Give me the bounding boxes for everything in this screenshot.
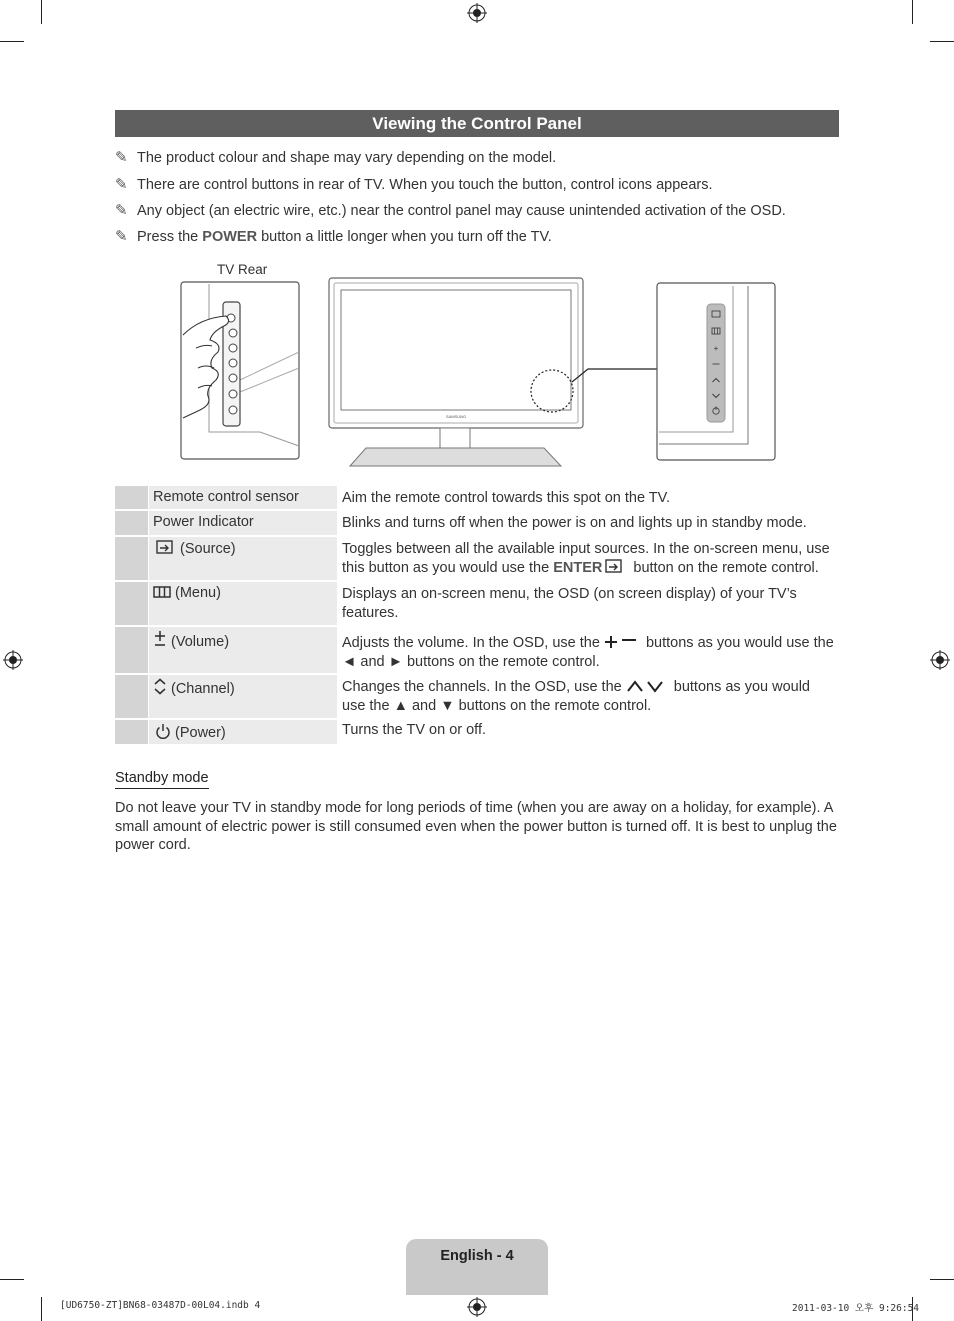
volume-icon xyxy=(153,630,167,648)
section-title: Viewing the Control Panel xyxy=(115,110,839,137)
registration-mark-icon xyxy=(3,650,23,670)
file-info: [UD6750-ZT]BN68-03487D-00L04.indb 4 xyxy=(60,1300,261,1311)
up-down-arrows-icon xyxy=(626,679,666,693)
page-number-tab: English - 4 xyxy=(406,1239,548,1295)
row-description: Blinks and turns off when the power is on and lights up in standby mode. xyxy=(342,515,807,531)
row-description: Aim the remote control towards this spot on the TV. xyxy=(342,490,671,506)
row-label: Power Indicator xyxy=(153,514,254,530)
note-pencil-icon: ✎ xyxy=(115,149,128,166)
registration-mark-icon xyxy=(930,650,950,670)
row-label: (Channel) xyxy=(153,678,235,697)
control-panel-illustration xyxy=(0,0,954,480)
row-label: Remote control sensor xyxy=(153,489,299,505)
note-pencil-icon: ✎ xyxy=(115,228,128,245)
note-pencil-icon: ✎ xyxy=(115,202,128,219)
table-row xyxy=(115,582,839,625)
note-item: ✎ There are control buttons in rear of TV. When you touch the button, control icons appears. xyxy=(115,176,713,193)
note-item: ✎ Press the POWER button a little longer when you turn off the TV. xyxy=(115,228,552,245)
table-row xyxy=(115,627,839,673)
menu-icon xyxy=(153,585,171,599)
power-icon xyxy=(155,723,171,739)
source-icon xyxy=(156,540,176,555)
row-description: Toggles between all the available input sources. In the on-screen menu, use this button as you would use the ENTER button on the remote control. xyxy=(342,541,830,576)
row-label: (Volume) xyxy=(153,630,229,650)
enter-icon xyxy=(605,559,625,574)
row-label: (Menu) xyxy=(153,585,221,601)
row-description: Turns the TV on or off. xyxy=(342,722,487,738)
row-description: Displays an on-screen menu, the OSD (on screen display) of your TV’s features. xyxy=(342,586,797,621)
table-row xyxy=(115,675,839,718)
svg-text:+: + xyxy=(713,344,719,353)
svg-text:SAMSUNG: SAMSUNG xyxy=(445,414,467,419)
table-row xyxy=(115,511,839,535)
note-item: ✎ The product colour and shape may vary depending on the model. xyxy=(115,149,557,166)
table-row xyxy=(115,720,839,744)
row-label: (Source) xyxy=(156,540,236,557)
crop-mark xyxy=(930,1279,954,1280)
standby-heading: Standby mode xyxy=(115,770,209,789)
crop-mark xyxy=(0,1279,24,1280)
table-row xyxy=(115,537,839,580)
standby-paragraph: Do not leave your TV in standby mode for long periods of time (when you are away on a holiday, for example). A small amount of electric power is still consumed even when the power button is turned off. It is best to unplug the power cord. xyxy=(115,800,837,853)
table-row xyxy=(115,486,839,509)
note-item: ✎ Any object (an electric wire, etc.) near the control panel may cause unintended activation of the OSD. xyxy=(115,202,786,219)
row-description: Adjusts the volume. In the OSD, use the buttons as you would use the ◄ and ► buttons on the remote control. xyxy=(342,635,834,670)
plus-minus-icon xyxy=(604,635,638,649)
row-label: (Power) xyxy=(155,723,226,741)
row-description: Changes the channels. In the OSD, use the buttons as you would use the ▲ and ▼ buttons on the remote control. xyxy=(342,679,810,714)
note-pencil-icon: ✎ xyxy=(115,176,128,193)
print-timestamp: 2011-03-10 오후 9:26:54 xyxy=(792,1303,920,1314)
channel-icon xyxy=(153,678,167,695)
registration-mark-icon xyxy=(467,1297,487,1317)
crop-mark xyxy=(41,1297,42,1321)
tv-rear-label: TV Rear xyxy=(217,262,268,277)
